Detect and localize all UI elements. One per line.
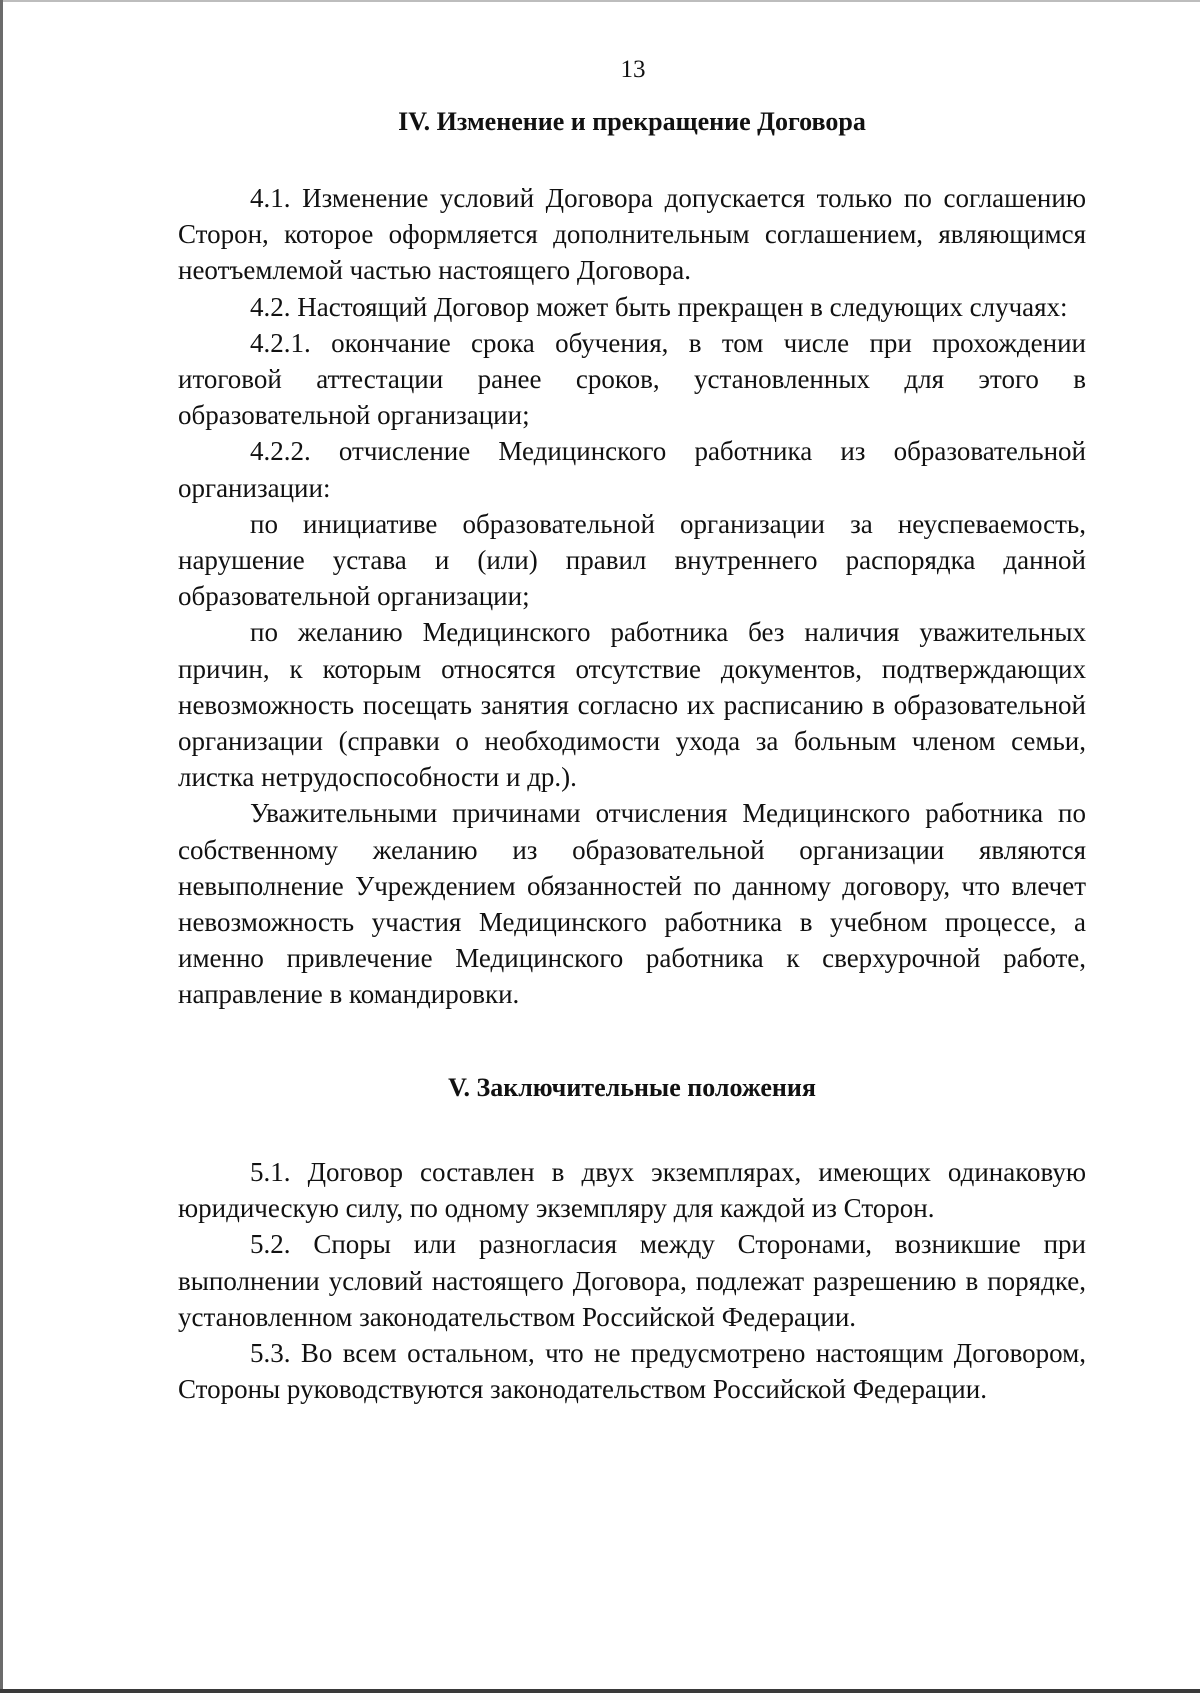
paragraph-5-2: 5.2. Споры или разногласия между Сторонами, возникшие при выполнении условий настоящего Договора, подлежат разрешению в порядке, установленном законодательством Российской Федерации. [178, 1229, 1086, 1332]
section-v [178, 1070, 1086, 1407]
heading-spacer [178, 1106, 1086, 1154]
paragraph-valid-reasons: Уважительными причинами отчисления Медицинского работника по собственному желанию из образовательной организации являются невыполнение Учреждением обязанностей по данному договору, что влечет невозможность участия Медицинского работника в учебном процессе, а именно привлечение Медицинского работника к сверхурочной работе, направление в командировки. [178, 798, 1086, 1010]
scan-edge-bottom [0, 1689, 1200, 1693]
section-iv [178, 104, 1086, 1013]
paragraph-4-2-1: 4.2.1. окончание срока обучения, в том числе при прохождении итоговой аттестации ранее сроков, установленных для этого в образовательной организации; [178, 327, 1086, 431]
paragraph-own-wish: по желанию Медицинского работника без наличия уважительных причин, к которым относятся отсутствие документов, подтверждающих невозможность посещать занятия согласно их расписанию в образовательной организации (справки о необходимости ухода за больным членом семьи, листка нетрудоспособности и др.). [178, 617, 1086, 793]
heading-spacer [178, 140, 1086, 180]
scan-edge-left [0, 0, 3, 1693]
paragraph-4-1: 4.1. Изменение условий Договора допускается только по соглашению Сторон, которое оформляется дополнительным соглашением, являющимся неотъемлемой частью настоящего Договора. [178, 183, 1086, 286]
paragraph-4-2: 4.2. Настоящий Договор может быть прекращен в следующих случаях: [250, 291, 1068, 322]
section-heading: V. Заключительные положения [448, 1073, 816, 1102]
paragraph-initiative: по инициативе образовательной организации за неуспеваемость, нарушение устава и (или) правил внутреннего распорядка данной образовательной организации; [178, 508, 1086, 612]
paragraph-4-2-2: 4.2.2. отчисление Медицинского работника из образовательной организации: [178, 436, 1086, 503]
paragraph-5-3: 5.3. Во всем остальном, что не предусмотрено настоящим Договором, Стороны руководствуются законодательством Российской Федерации. [178, 1338, 1086, 1405]
paragraph-5-1: 5.1. Договор составлен в двух экземплярах, имеющих одинаковую юридическую силу, по одному экземпляру для каждой из Сторон. [178, 1157, 1086, 1224]
page-number: 13 [620, 56, 646, 83]
scan-edge-top [0, 0, 1200, 2]
section-heading: IV. Изменение и прекращение Договора [398, 107, 866, 136]
